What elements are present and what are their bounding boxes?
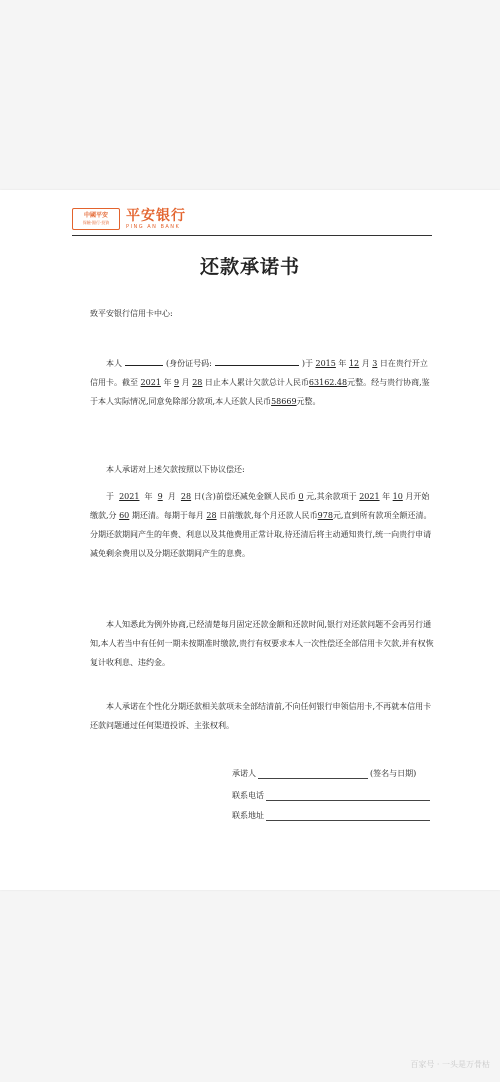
installment-start-year: 2021 — [359, 492, 380, 501]
address-line — [266, 811, 430, 821]
signer-note: (签名与日期) — [370, 769, 417, 778]
phone-label: 联系电话 — [232, 791, 264, 800]
cutoff-day: 28 — [192, 378, 203, 387]
cutoff-month: 9 — [174, 378, 180, 387]
emblem-text-bottom: 保險·銀行·投資 — [82, 220, 110, 225]
paragraph-4: 本人知悉此为例外协商,已经清楚每月固定还款金额和还款时间,银行对还款问题不会再另行通知,本人若当中有任何一期未按期准时缴款,贵行有权要求本人一次性偿还全部信用卡欠款,并有权恢复计收利息、违约金。 — [90, 620, 434, 667]
bank-logo — [72, 206, 186, 232]
document-page — [0, 190, 500, 890]
emblem-text-top: 中國平安 — [83, 212, 108, 219]
name-blank — [125, 356, 163, 366]
reduction-day: 28 — [180, 492, 192, 501]
phone-line — [266, 791, 430, 801]
paragraph-1: 本人 (身份证号码: )于 2015 年 12 月 3 日在贵行开立信用卡。截至 2021 年 9 月 28 日止本人累计欠款总计人民币63162.48元整。经与贵行协商,鉴于本人实际情况,同意免除部分款项,本人还款人民币58669元整。 — [90, 354, 434, 411]
address-row — [232, 810, 430, 821]
document-title: 还款承诺书 — [199, 256, 300, 278]
signer-row — [232, 768, 416, 779]
installment-periods: 60 — [119, 511, 130, 520]
watermark: 百家号 · 一头是万骨枯 — [410, 1060, 490, 1069]
header-divider — [72, 235, 432, 236]
paragraph-2: 本人承诺对上述欠款按照以下协议偿还: — [106, 465, 245, 474]
reduction-amount: 0 — [298, 492, 304, 501]
phone-row — [232, 790, 430, 801]
greeting: 致平安银行信用卡中心: — [90, 309, 173, 318]
open-year: 2015 — [315, 359, 336, 368]
monthly-amount: 978 — [317, 511, 333, 520]
paragraph-3: 于 2021 年 9 月 28 日(含)前偿还减免金额人民币 0 元,其余款项于 2021 年 10 月开始缴款,分 60 期还清。每期于每月 28 日前缴款,每个月还款人民币978元,直到所有款项全额还清。分期还款期间产生的年费、利息以及其他费用正常计取,待还清后将主动通知贵行,统一向贵行申请减免剩余费用以及分期还款期间产生的息费。 — [90, 492, 432, 558]
signer-line — [258, 769, 368, 779]
signer-label: 承诺人 — [232, 769, 256, 778]
id-number-blank — [215, 356, 299, 366]
monthly-pay-day: 28 — [206, 511, 217, 520]
open-day: 3 — [372, 359, 378, 368]
reduction-month: 9 — [157, 492, 163, 501]
total-debt-amount: 63162.48 — [308, 378, 348, 387]
address-label: 联系地址 — [232, 811, 264, 820]
bank-name-cn: 平安银行 — [126, 207, 186, 224]
installment-start-month: 10 — [392, 492, 403, 501]
paragraph-5: 本人承诺在个性化分期还款相关款项未全部结清前,不向任何银行申领信用卡,不再就本信用卡还款问题通过任何渠道投诉、主张权利。 — [90, 702, 432, 730]
reduction-year: 2021 — [119, 492, 140, 501]
ping-an-emblem-icon — [72, 208, 120, 230]
bank-name-en: PING AN BANK — [126, 223, 181, 230]
open-month: 12 — [348, 359, 360, 368]
cutoff-year: 2021 — [140, 378, 161, 387]
repay-amount: 58669 — [271, 397, 297, 406]
